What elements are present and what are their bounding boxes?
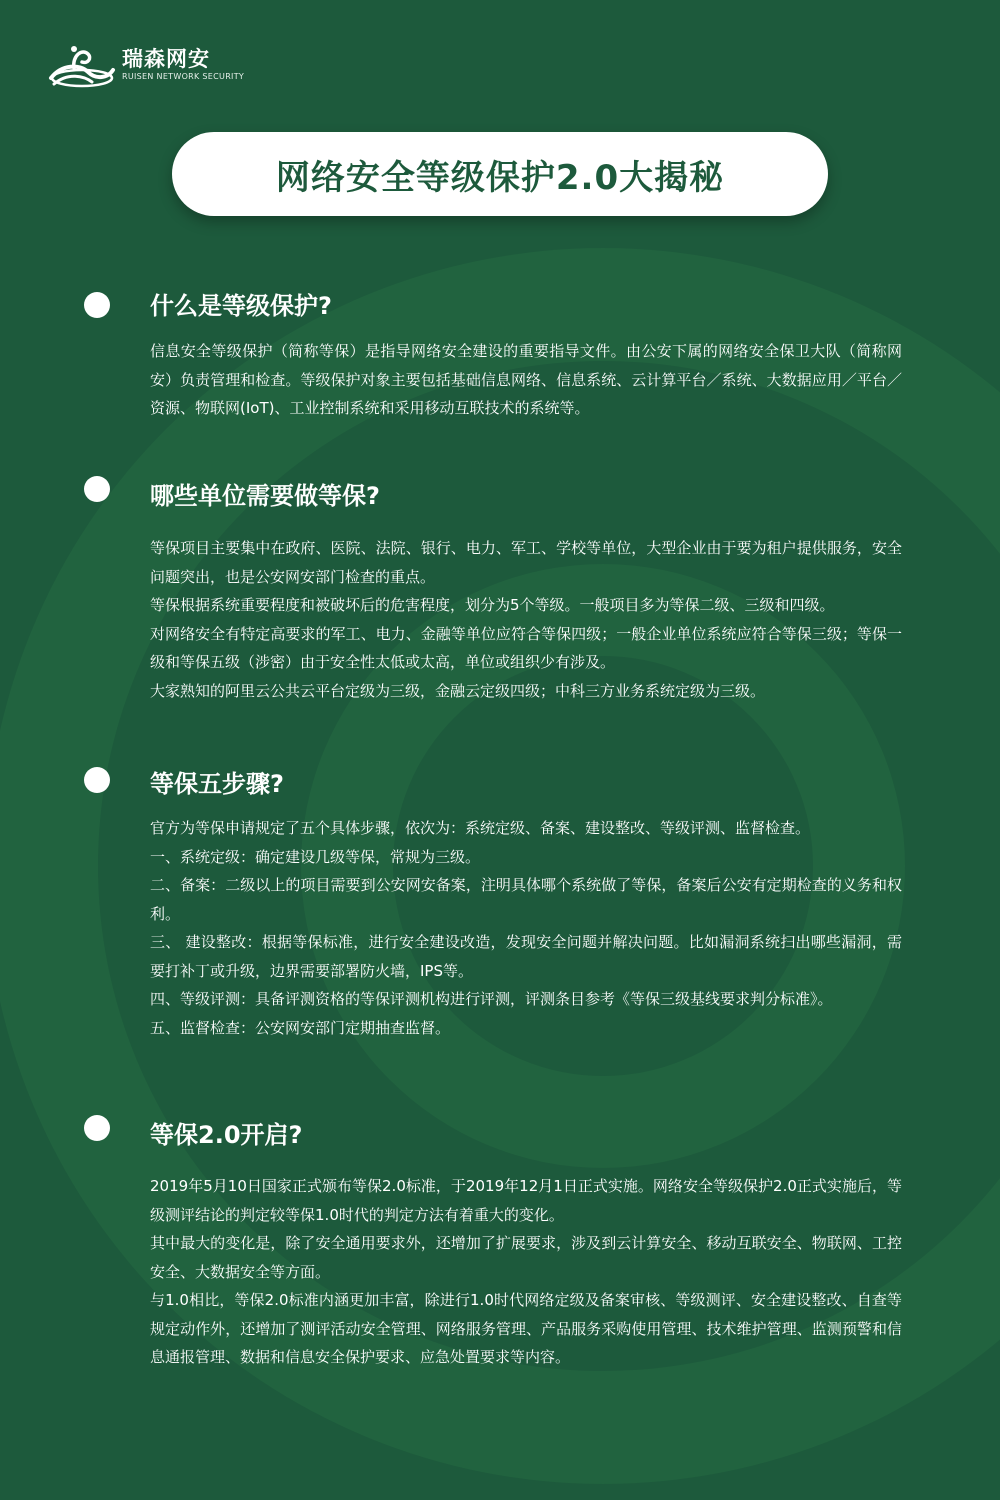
paragraph: 二、备案：二级以上的项目需要到公安网安备案，注明具体哪个系统做了等保，备案后公安有定期检查的义务和权利。 [150,876,902,923]
paragraph: 与1.0相比，等保2.0标准内涵更加丰富，除进行1.0时代网络定级及备案审核、等级测评、安全建设整改、自查等规定动作外，还增加了测评活动安全管理、网络服务管理、产品服务采购使用管理、技术维护管理、监测预警和信息通报管理、数据和信息安全保护要求、应急处置要求等内容。 [150,1291,902,1366]
paragraph: 大家熟知的阿里云公共云平台定级为三级，金融云定级四级；中科三方业务系统定级为三级。 [150,681,766,700]
section-body [150,534,902,705]
bullet-dot-icon [84,292,110,318]
section-heading: 等保五步骤? [150,770,284,798]
section-heading: 等保2.0开启? [150,1121,303,1149]
paragraph: 一、系统定级：确定建设几级等保，常规为三级。 [150,847,481,866]
section-heading: 哪些单位需要做等保? [150,482,380,510]
brand-logo [48,42,244,88]
paragraph: 等保项目主要集中在政府、医院、法院、银行、电力、军工、学校等单位，大型企业由于要为租户提供服务，安全问题突出，也是公安网安部门检查的重点。 [150,539,902,586]
section-body [150,1172,902,1372]
paragraph: 信息安全等级保护（简称等保）是指导网络安全建设的重要指导文件。由公安下属的网络安全保卫大队（简称网安）负责管理和检查。等级保护对象主要包括基础信息网络、信息系统、云计算平台／系统、大数据应用／平台／资源、物联网(IoT)、工业控制系统和采用移动互联技术的系统等。 [150,342,902,417]
section-heading: 什么是等级保护? [150,292,332,320]
paragraph: 官方为等保申请规定了五个具体步骤，依次为：系统定级、备案、建设整改、等级评测、监督检查。 [150,819,811,837]
paragraph: 对网络安全有特定高要求的军工、电力、金融等单位应符合等保四级；一般企业单位系统应符合等保三级；等保一级和等保五级（涉密）由于安全性太低或太高，单位或组织少有涉及。 [150,624,902,671]
paragraph: 五、监督检查：公安网安部门定期抽查监督。 [150,1018,451,1037]
brand-name-cn: 瑞森网安 [122,47,210,71]
bullet-dot-icon [84,1115,110,1141]
title-banner [172,132,828,216]
ruisen-logo-icon [48,42,116,88]
bullet-dot-icon [84,476,110,502]
page-title: 网络安全等级保护2.0大揭秘 [275,157,725,198]
bullet-dot-icon [84,767,110,793]
paragraph: 三、 建设整改：根据等保标准，进行安全建设改造，发现安全问题并解决问题。比如漏洞系统扫出哪些漏洞，需要打补丁或升级，边界需要部署防火墙，IPS等。 [150,933,902,980]
brand-name-en: RUISEN NETWORK SECURITY [122,72,245,81]
section-body [150,814,902,1042]
paragraph: 2019年5月10日国家正式颁布等保2.0标准，于2019年12月1日正式实施。网络安全等级保护2.0正式实施后，等级测评结论的判定较等保1.0时代的判定方法有着重大的变化。 [150,1177,902,1224]
paragraph: 其中最大的变化是，除了安全通用要求外，还增加了扩展要求，涉及到云计算安全、移动互联安全、物联网、工控安全、大数据安全等方面。 [150,1234,902,1281]
paragraph: 等保根据系统重要程度和被破坏后的危害程度，划分为5个等级。一般项目多为等保二级、三级和四级。 [150,596,835,614]
paragraph: 四、等级评测：具备评测资格的等保评测机构进行评测，评测条目参考《等保三级基线要求判分标准》。 [150,990,833,1008]
section-body [150,337,902,423]
